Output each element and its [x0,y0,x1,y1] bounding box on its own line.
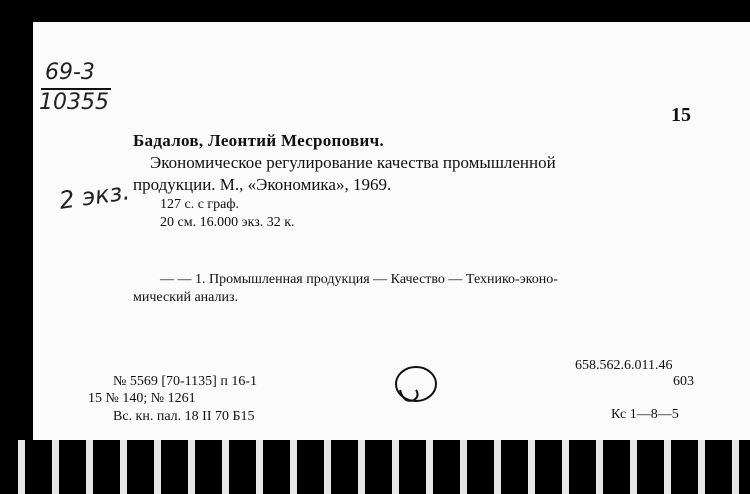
strip-bar [188,440,195,494]
strip-bar [52,440,59,494]
corner-code: Кс 1—8—5 [611,407,679,422]
strip-bar [154,440,161,494]
strip-bar [256,440,263,494]
registration-line: 15 № 140; № 1261 [88,391,196,406]
strip-bar [324,440,331,494]
pages: 127 с. с граф. [160,197,239,212]
strip-bar [358,440,365,494]
subject-line-2: мический анализ. [133,290,239,305]
call-number-top: 69-3 [45,60,95,85]
subject-line-1: — — 1. Промышленная продукция — Качество — Технико-эконо- [160,272,558,287]
card-number: 15 [671,104,691,126]
scan-bottom-strip [0,440,750,494]
strip-bar [86,440,93,494]
strip-bar [460,440,467,494]
strip-bar [732,440,739,494]
strip-bar [528,440,535,494]
strip-bar [18,440,25,494]
strip-bar [630,440,637,494]
ink-stamp-mark [390,360,442,414]
title-line-2: продукции. М., «Экономика», 1969. [133,175,392,194]
udc-code-2: 603 [673,374,694,389]
catalog-card [33,22,750,440]
scan-left-edge [0,60,33,290]
title-line-1: Экономическое регулирование качества промышленной [150,153,556,172]
strip-bar [222,440,229,494]
format-line: 20 см. 16.000 экз. 32 к. [160,215,295,230]
strip-bar [392,440,399,494]
strip-bar [120,440,127,494]
udc-code-1: 658.562.6.011.46 [575,358,673,373]
strip-bar [698,440,705,494]
order-line: № 5569 [70-1135] п 16-1 [113,374,257,389]
strip-bar [290,440,297,494]
bulletin-line: Вс. кн. пал. 18 II 70 Б15 [113,409,255,424]
handwritten-copies-mark: 2 экз. [57,177,132,215]
call-number-bottom: 10355 [39,90,109,115]
strip-bar [494,440,501,494]
strip-bar [426,440,433,494]
strip-bar [596,440,603,494]
strip-bar [562,440,569,494]
author: Бадалов, Леонтий Месропович. [133,131,385,150]
strip-bar [664,440,671,494]
